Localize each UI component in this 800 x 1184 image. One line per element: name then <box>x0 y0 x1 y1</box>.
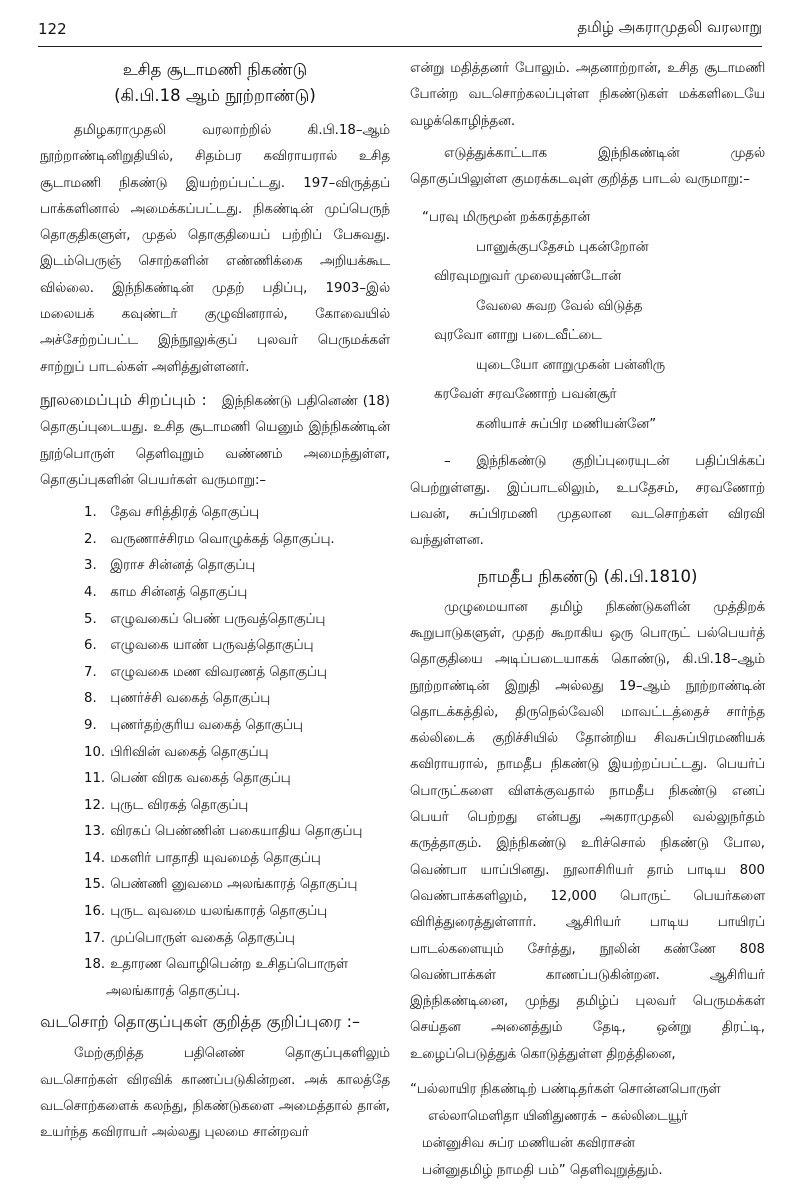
list-item <box>84 846 390 873</box>
list-item-continuation: அலங்காரத் தொகுப்பு. <box>106 983 241 999</box>
list-label: தேவ சரித்திரத் தொகுப்பு <box>110 505 260 521</box>
list-label: உதாரண வொழிபென்ற உசிதப்பொருள் <box>110 957 348 973</box>
list-item <box>84 819 390 846</box>
list-item <box>84 553 390 580</box>
list-number: 3. <box>84 558 97 574</box>
list-item <box>84 766 390 793</box>
verse-line: வேலை சுவற வேல் விடுத்த <box>476 298 643 314</box>
list-number: 14. <box>84 850 106 866</box>
list-item <box>84 607 390 634</box>
sections-list <box>84 500 390 1005</box>
list-item <box>84 740 390 767</box>
continued-paragraph: என்று மதித்தனர் போலும். அதனாற்றான், உசித சூடாமணி போன்ற வடசொற்கலப்புள்ள நிகண்டுகள் மக்களிடையே வழக்கொழிந்தன. <box>410 61 765 129</box>
verse-line: விரவுமறுவர் முலையுண்டோன் <box>434 269 622 285</box>
list-number: 9. <box>84 717 97 733</box>
list-number: 2. <box>84 531 97 547</box>
quote-block <box>410 1076 765 1184</box>
list-item <box>84 713 390 740</box>
structure-label: நூலமைப்பும் சிறப்பும் : <box>40 390 207 409</box>
list-item <box>84 633 390 660</box>
list-number: 17. <box>84 930 106 946</box>
verse-line: கனியாச் சுப்பிர மணியன்னே” <box>476 416 657 432</box>
note-heading: வடசொற் தொகுப்புகள் குறித்த குறிப்புரை :– <box>40 1012 361 1032</box>
quote-line: மன்னுசிவ சுப்ர மணியன் கவிராசன் <box>422 1136 635 1152</box>
list-item <box>84 952 390 979</box>
list-label: புணர்தற்குரிய வகைத் தொகுப்பு <box>110 717 303 733</box>
running-title: தமிழ் அகராமுதலி வரலாறு <box>577 18 762 36</box>
list-number: 15. <box>84 877 106 893</box>
list-item <box>84 872 390 899</box>
list-label: மகளிர் பாதாதி யுவமைத் தொகுப்பு <box>110 850 321 866</box>
list-number: 7. <box>84 664 97 680</box>
quote-line: பன்னுதமிழ் நாமதி பம்” தெளிவுறுத்தும். <box>422 1163 663 1179</box>
list-label: காம சின்னத் தொகுப்பு <box>110 584 248 600</box>
list-label: எழுவகை யாண் பருவத்தொகுப்பு <box>110 638 314 654</box>
list-item <box>84 899 390 926</box>
example-intro: எடுத்துக்காட்டாக இந்நிகண்டின் முதல் தொகுப்பிலுள்ள குமரக்கடவுள் குறித்த பாடல் வருமாறு:– <box>410 145 765 188</box>
list-label: புணர்ச்சி வகைத் தொகுப்பு <box>110 691 271 707</box>
list-item <box>84 660 390 687</box>
verse-line: பானுக்குபதேசம் புகன்றோன் <box>476 239 649 255</box>
list-item <box>84 793 390 820</box>
list-label: பெண்ணி னுவமை அலங்காரத் தொகுப்பு <box>110 877 358 893</box>
list-number: 8. <box>84 691 97 707</box>
verse-line: வுரவோ னாறு படைவீட்டை <box>434 328 602 344</box>
list-label: பெண் விரக வகைத் தொகுப்பு <box>110 771 291 787</box>
after-verse-paragraph: – இந்நிகண்டு குறிப்புரையுடன் பதிப்பிக்கப் பெற்றுள்ளது. இப்பாடலிலும், உபதேசம், சரவணோற் பவன், சுப்பிரமணி முதலான வடசொற்கள் விரவி வந்துள்ளன. <box>410 454 765 549</box>
list-number: 18. <box>84 957 106 973</box>
quote-line: எல்லாமெளிதா யினிதுணரக் – கல்லிடையூர் <box>428 1109 688 1125</box>
structure-paragraph <box>40 387 390 494</box>
namadeepa-paragraph: முழுமையான தமிழ் நிகண்டுகளின் முத்திறக் கூறுபாடுகளுள், முதற் கூறாகிய ஒரு பொருட் பல்பெயர்த் தொகுதியை அடிப்படையாகக் கொண்டு, கி.பி.18–ஆம் நூற்றாண்டின் இறுதி அல்லது 19–ஆம் நூற்றாண்டின் தொடக்கத்தில், திருநெல்வேலி மாவட்டத்தைச் சார்ந்த கல்லிடைக் குறிச்சியில் தோன்றிய சிவசுப்பிரமணியக் கவிராயரால், நாமதீப நிகண்டு இயற்றப்பட்டது. பெயர்ப் பொருட்களை விளக்குவதால் நாமதீப நிகண்டு எனப் பெயர் பெற்றது என்பது அகராமுதலி வல்லுநர்தம் கருத்தாகும். இந்நிகண்டு உரிச்சொல் நிகண்டு போல, வெண்பா யாப்பினது. நூலாசிரியர் தாம் பாடிய 800 வெண்பாக்களிலும், 12,000 பொருட் பெயர்களை விரித்துரைத்துள்ளார். ஆசிரியர் பாடிய பாயிரப் பாடல்களையும் சேர்த்து, நூலின் கண்ணே 808 வெண்பாக்கள் காணப்படுகின்றன. ஆசிரியர் இந்நிகண்டினை, முந்து தமிழ்ப் புலவர் பெருமக்கள் செய்தன அனைத்தும் தேடி, ஒன்று திரட்டி, உழைப்பெடுத்துக் கொடுத்துள்ள திறத்தினை, <box>410 599 765 1062</box>
quote-line: “பல்லாயிர நிகண்டிற் பண்டிதர்கள் சொன்னபொருள் <box>410 1082 721 1098</box>
list-number: 4. <box>84 584 97 600</box>
verse-block <box>410 203 765 439</box>
list-label: முப்பொருள் வகைத் தொகுப்பு <box>110 930 295 946</box>
list-number: 13. <box>84 824 106 840</box>
section-title: உசித சூடாமணி நிகண்டு <box>122 60 308 79</box>
page-header <box>38 12 762 47</box>
list-number: 6. <box>84 638 97 654</box>
list-number: 10. <box>84 744 106 760</box>
namadeepa-heading: நாமதீப நிகண்டு (கி.பி.1810) <box>477 566 698 586</box>
list-number: 5. <box>84 611 97 627</box>
section-subtitle: (கி.பி.18 ஆம் நூற்றாண்டு) <box>114 86 316 105</box>
list-label: விரகப் பெண்ணின் பகையாதிய தொகுப்பு <box>110 824 363 840</box>
left-column <box>40 56 390 1153</box>
list-label: புருட வுவமை யலங்காரத் தொகுப்பு <box>110 904 328 920</box>
structure-text: இந்நிகண்டு பதினெண் (18) தொகுப்புடையது. உசித சூடாமணி யெனும் இந்நிகண்டின் நூற்பொருள் தெளிவுறும் வண்ணம் அமைந்துள்ள, தொகுப்புகளின் பெயர்கள் வருமாறு:– <box>40 393 390 488</box>
list-label: எழுவகைப் பெண் பருவத்தொகுப்பு <box>110 611 326 627</box>
list-number: 1. <box>84 505 97 521</box>
verse-line: யுடையோ னாறுமுகன் பன்னிரு <box>476 357 665 373</box>
list-number: 16. <box>84 904 106 920</box>
list-label: புருட விரகத் தொகுப்பு <box>110 797 249 813</box>
list-number: 12. <box>84 797 106 813</box>
list-item <box>84 926 390 953</box>
list-item <box>84 686 390 713</box>
list-label: பிரிவின் வகைத் தொகுப்பு <box>110 744 269 760</box>
list-item <box>84 580 390 607</box>
intro-paragraph: தமிழகராமுதலி வரலாற்றில் கி.பி.18–ஆம் நூற்றாண்டினிறுதியில், சிதம்பர கவிராயரால் உசித சூடாமணி நிகண்டு இயற்றப்பட்டது. 197–விருத்தப் பாக்களினால் அமைக்கப்பட்டது. நிகண்டின் முப்பெருந் தொகுதிகளுள், முதல் தொகுதியைப் பற்றிப் பேசுவது. இடம்பெருஞ் சொற்களின் எண்ணிக்கை அறியக்கூட வில்லை. இந்நிகண்டின் முதற் பதிப்பு, 1903–இல் மலையக் கவுண்டர் குழுவினரால், கோவையில் அச்சேற்றப்பட்ட இந்நூலுக்குப் புலவர் பெருமக்கள் சாற்றுப் பாடல்கள் அளித்துள்ளனர். <box>40 123 390 375</box>
list-label: வருணாச்சிரம வொழுக்கத் தொகுப்பு. <box>110 531 335 547</box>
verse-line: “பரவு மிருமூன் றக்கரத்தான் <box>422 210 590 226</box>
note-paragraph: மேற்குறித்த பதினெண் தொகுப்புகளிலும் வடசொற்கள் விரவிக் காணப்படுகின்றன. அக் காலத்தே வடசொற்களைக் கலந்து, நிகண்டுகளை அமைத்தால் தான், உயர்ந்த கவிராயர் அல்லது புலமை சான்றவர் <box>40 1046 390 1141</box>
right-column <box>410 56 765 1184</box>
list-number: 11. <box>84 771 106 787</box>
list-item <box>84 527 390 554</box>
list-item <box>84 500 390 527</box>
list-label: எழுவகை மண விவரணத் தொகுப்பு <box>110 664 327 680</box>
list-label: இராச சின்னத் தொகுப்பு <box>110 558 256 574</box>
page-number: 122 <box>38 20 67 38</box>
verse-line: கரவேள் சரவணோற் பவன்சூர் <box>434 387 617 403</box>
